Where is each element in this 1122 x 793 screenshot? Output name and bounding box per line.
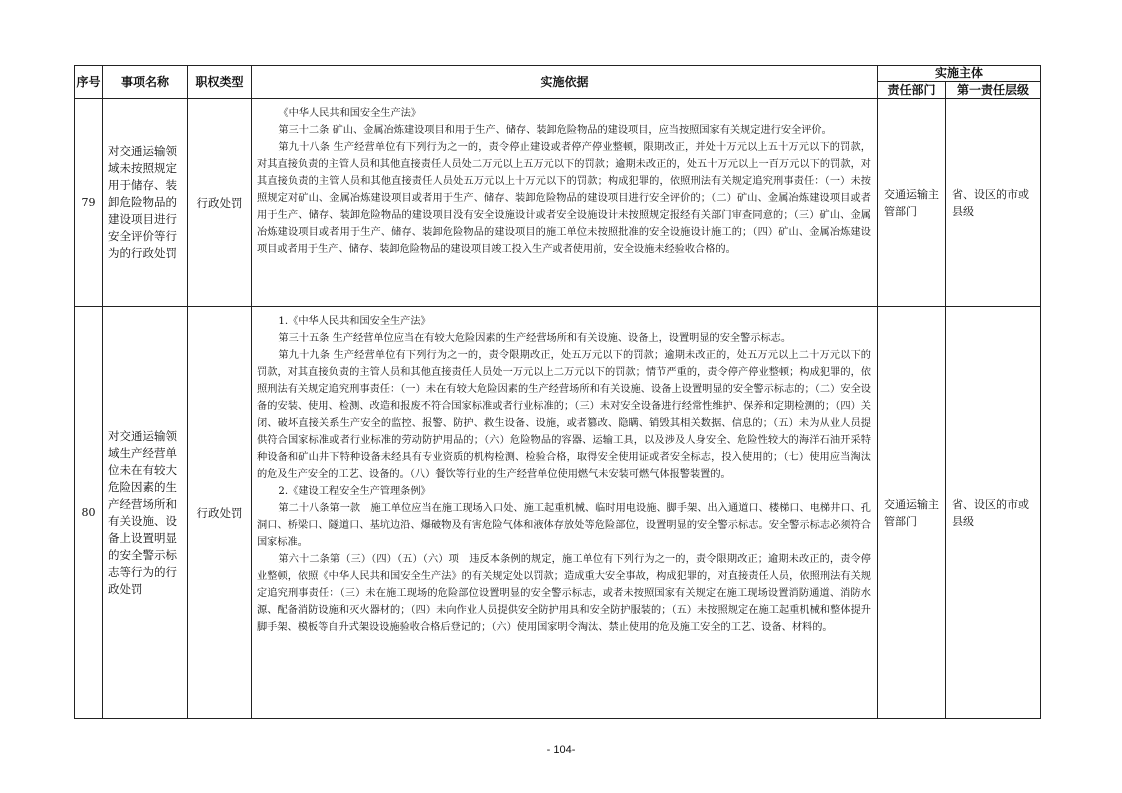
basis-paragraph: 第二十八条第一款 施工单位应当在施工现场入口处、施工起重机械、临时用电设施、脚手架、出入通道口、楼梯口、电梯井口、孔洞口、桥梁口、隧道口、基坑边沿、爆破物及有害危险气体和液体存放处等危险部位，设置明显的安全警示标志。安全警示标志必须符合国家标准。: [257, 503, 871, 548]
responsible-department: 交通运输主管部门: [878, 99, 946, 307]
table-row: [75, 99, 1041, 307]
basis-paragraph: 第九十九条 生产经营单位有下列行为之一的，责令限期改正，处五万元以下的罚款；逾期未改正的，处五万元以上二十万元以下的罚款，对其直接负责的主管人员和其他直接责任人员处一万元以上二万元以下的罚款；情节严重的，责令停产停业整顿；构成犯罪的，依照刑法有关规定追究刑事责任：（一）未在有较大危险因素的生产经营场所和有关设施、设备上设置明显的安全警示标志的；（二）安全设备的安装、使用、检测、改造和报废不符合国家标准或者行业标准的；（三）未对安全设备进行经常性维护、保养和定期检测的；（四）关闭、破坏直接关系生产安全的监控、报警、防护、救生设备、设施，或者篡改、隐瞒、销毁其相关数据、信息的；（五）未为从业人员提供符合国家标准或者行业标准的劳动防护用品的；（六）危险物品的容器、运输工具，以及涉及人身安全、危险性较大的海洋石油开采特种设备和矿山井下特种设备未经具有专业资质的机构检测、检验合格，取得安全使用证或者安全标志，投入使用的；（七）使用应当淘汰的危及生产安全的工艺、设备的。（八）餐饮等行业的生产经营单位使用燃气未安装可燃气体报警装置的。: [257, 350, 871, 480]
basis-paragraph: 第六十二条第（三）（四）（五）（六）项 违反本条例的规定，施工单位有下列行为之一的，责令限期改正；逾期未改正的，责令停业整顿，依照《中华人民共和国安全生产法》的有关规定处以罚款；造成重大安全事故，构成犯罪的，对直接责任人员，依照刑法有关规定追究刑事责任：（三）未在施工现场的危险部位设置明显的安全警示标志，或者未按照国家有关规定在施工现场设置消防通道、消防水源、配备消防设施和灭火器材的；（四）未向作业人员提供安全防护用具和安全防护服装的；（五）未按照规定在施工起重机械和整体提升脚手架、模板等自升式架设设施验收合格后登记的；（六）使用国家明令淘汰、禁止使用的危及施工安全的工艺、设备、材料的。: [257, 554, 871, 633]
enforcement-table: [74, 65, 1041, 719]
header-resp-dept: 责任部门: [878, 82, 946, 99]
item-name: 对交通运输领域未按照规定用于储存、装卸危险物品的建设项目进行安全评价等行为的行政处罚: [103, 99, 188, 307]
item-name: 对交通运输领域生产经营单位未在有较大危险因素的生产经营场所和有关设施、设备上设置明显的安全警示标志等行为的行政处罚: [103, 307, 188, 719]
header-power-type: 职权类型: [188, 66, 252, 99]
legal-basis: [252, 307, 878, 719]
legal-basis: [252, 99, 878, 307]
power-type: 行政处罚: [188, 99, 252, 307]
basis-paragraph: 第九十八条 生产经营单位有下列行为之一的，责令停止建设或者停产停业整顿，限期改正，并处十万元以上五十万元以下的罚款，对其直接负责的主管人员和其他直接责任人员处二万元以上五万元以下的罚款；逾期未改正的，处五十万元以上一百万元以下的罚款，对其直接负责的主管人员和其他直接责任人员处五万元以上十万元以下的罚款；构成犯罪的，依照刑法有关规定追究刑事责任：（一）未按照规定对矿山、金属冶炼建设项目或者用于生产、储存、装卸危险物品的建设项目进行安全评价的；（二）矿山、金属冶炼建设项目或者用于生产、储存、装卸危险物品的建设项目没有安全设施设计或者安全设施设计未按照规定报经有关部门审查同意的；（三）矿山、金属冶炼建设项目或者用于生产、储存、装卸危险物品的建设项目的施工单位未按照批准的安全设施设计施工的；（四）矿山、金属冶炼建设项目或者用于生产、储存、装卸危险物品的建设项目竣工投入生产或者使用前，安全设施未经验收合格的。: [257, 142, 871, 255]
page-number: - 104-: [546, 744, 576, 756]
responsible-department: 交通运输主管部门: [878, 307, 946, 719]
header-first-level: 第一责任层级: [946, 82, 1041, 99]
basis-paragraph: 第三十二条 矿山、金属冶炼建设项目和用于生产、储存、装卸危险物品的建设项目，应当按照国家有关规定进行安全评价。: [278, 125, 832, 136]
basis-paragraph: 《中华人民共和国安全生产法》: [278, 108, 422, 119]
basis-paragraph: 1.《中华人民共和国安全生产法》: [278, 316, 431, 327]
row-number: 79: [75, 99, 103, 307]
basis-paragraph: 2.《建设工程安全生产管理条例》: [278, 486, 431, 497]
header-item-name: 事项名称: [103, 66, 188, 99]
header-seq: 序号: [75, 66, 103, 99]
table-row: [75, 307, 1041, 719]
first-responsibility-level: 省、设区的市或县级: [946, 307, 1041, 719]
header-subject: 实施主体: [878, 66, 1041, 82]
first-responsibility-level: 省、设区的市或县级: [946, 99, 1041, 307]
power-type: 行政处罚: [188, 307, 252, 719]
header-basis: 实施依据: [252, 66, 878, 99]
row-number: 80: [75, 307, 103, 719]
basis-paragraph: 第三十五条 生产经营单位应当在有较大危险因素的生产经营场所和有关设施、设备上，设置明显的安全警示标志。: [278, 333, 792, 344]
